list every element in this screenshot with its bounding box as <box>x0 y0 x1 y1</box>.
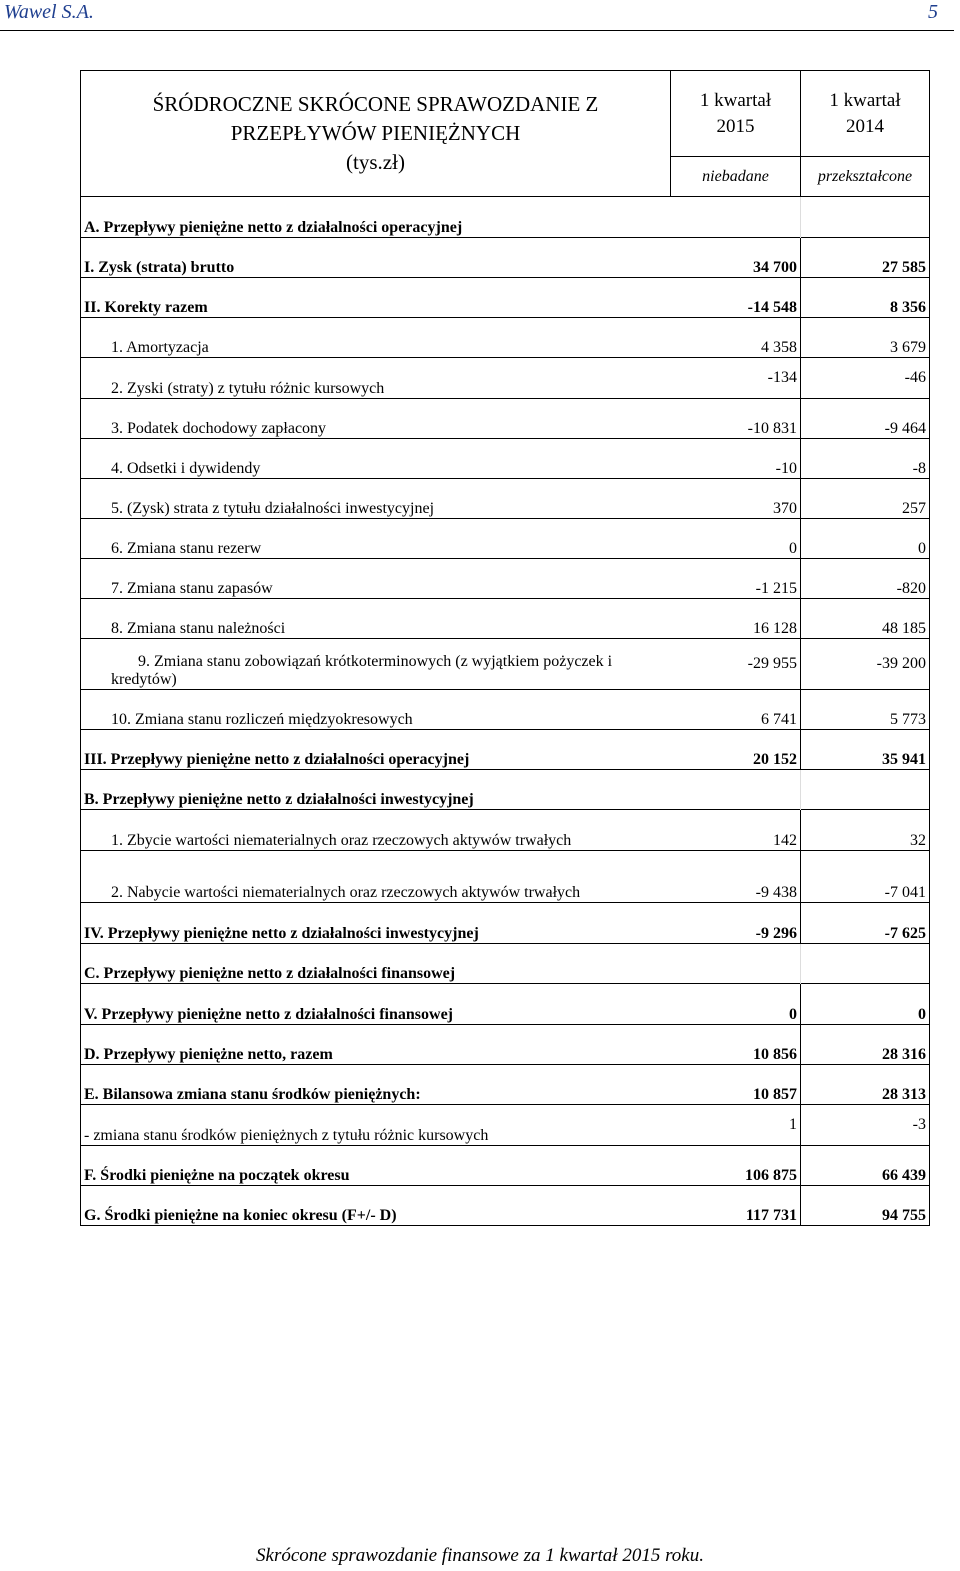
table-row <box>81 1025 930 1065</box>
table-row <box>81 238 930 278</box>
title-line: (tys.zł) <box>346 150 405 174</box>
table-row <box>81 690 930 730</box>
value-2015 <box>671 944 801 984</box>
row-label: C. Przepływy pieniężne netto z działalności finansowej <box>81 944 671 984</box>
row-label: IV. Przepływy pieniężne netto z działalności inwestycyjnej <box>81 903 671 944</box>
row-label: 3. Podatek dochodowy zapłacony <box>81 399 671 439</box>
value-2015: -134 <box>671 358 801 399</box>
column-header-line: 2014 <box>846 115 884 137</box>
table-row <box>81 1146 930 1186</box>
table-row <box>81 1105 930 1146</box>
value-2015 <box>671 770 801 810</box>
table-row <box>81 358 930 399</box>
table-row <box>81 730 930 770</box>
column-sub-2014: przekształcone <box>801 157 930 197</box>
value-2015: -10 831 <box>671 399 801 439</box>
value-2015: 142 <box>671 810 801 851</box>
table-row <box>81 559 930 599</box>
value-2014: 48 185 <box>801 599 930 639</box>
row-label: III. Przepływy pieniężne netto z działalności operacyjnej <box>81 730 671 770</box>
value-2014: -46 <box>801 358 930 399</box>
row-label: II. Korekty razem <box>81 278 671 318</box>
cash-flow-table <box>80 70 930 1226</box>
value-2014 <box>801 197 930 238</box>
value-2014: 32 <box>801 810 930 851</box>
row-label: 1. Zbycie wartości niematerialnych oraz rzeczowych aktywów trwałych <box>81 810 671 851</box>
value-2014: 94 755 <box>801 1186 930 1226</box>
value-2014 <box>801 944 930 984</box>
value-2014: -7 041 <box>801 851 930 903</box>
value-2014: 27 585 <box>801 238 930 278</box>
value-2015: -9 438 <box>671 851 801 903</box>
column-header-line: 1 kwartał <box>699 89 772 111</box>
row-label: 2. Nabycie wartości niematerialnych oraz rzeczowych aktywów trwałych <box>81 851 671 903</box>
title-line: PRZEPŁYWÓW PIENIĘŻNYCH <box>230 121 521 145</box>
row-label: B. Przepływy pieniężne netto z działalności inwestycyjnej <box>81 770 671 810</box>
value-2014: 28 316 <box>801 1025 930 1065</box>
row-label: A. Przepływy pieniężne netto z działalności operacyjnej <box>81 197 671 238</box>
table-row <box>81 399 930 439</box>
row-label: 10. Zmiana stanu rozliczeń międzyokresowych <box>81 690 671 730</box>
value-2015: -9 296 <box>671 903 801 944</box>
value-2014: 8 356 <box>801 278 930 318</box>
table-row <box>81 439 930 479</box>
table-row <box>81 903 930 944</box>
row-label: E. Bilansowa zmiana stanu środków pieniężnych: <box>81 1065 671 1105</box>
row-label: D. Przepływy pieniężne netto, razem <box>81 1025 671 1065</box>
value-2015: 1 <box>671 1105 801 1146</box>
value-2015: -10 <box>671 439 801 479</box>
row-label: 9. Zmiana stanu zobowiązań krótkoterminowych (z wyjątkiem pożyczek i kredytów) <box>81 639 671 690</box>
value-2015: 0 <box>671 519 801 559</box>
table-row <box>81 984 930 1025</box>
row-label: V. Przepływy pieniężne netto z działalności finansowej <box>81 984 671 1025</box>
value-2014: 35 941 <box>801 730 930 770</box>
value-2015: -29 955 <box>671 639 801 690</box>
value-2015: 10 856 <box>671 1025 801 1065</box>
table-row <box>81 1186 930 1226</box>
row-label: 4. Odsetki i dywidendy <box>81 439 671 479</box>
table-row <box>81 639 930 690</box>
table-row <box>81 770 930 810</box>
row-label: - zmiana stanu środków pieniężnych z tytułu różnic kursowych <box>81 1105 671 1146</box>
row-label: 8. Zmiana stanu należności <box>81 599 671 639</box>
value-2014: -39 200 <box>801 639 930 690</box>
value-2015: 117 731 <box>671 1186 801 1226</box>
table-row <box>81 278 930 318</box>
column-header-2015 <box>671 71 801 157</box>
column-sub-2015: niebadane <box>671 157 801 197</box>
value-2014: -7 625 <box>801 903 930 944</box>
row-label: 1. Amortyzacja <box>81 318 671 358</box>
table-row <box>81 851 930 903</box>
value-2014: 28 313 <box>801 1065 930 1105</box>
value-2014: -8 <box>801 439 930 479</box>
value-2015: 0 <box>671 984 801 1025</box>
row-label: 2. Zyski (straty) z tytułu różnic kursowych <box>81 358 671 399</box>
page-footer: Skrócone sprawozdanie finansowe za 1 kwartał 2015 roku. <box>256 1545 704 1566</box>
title-line: ŚRÓDROCZNE SKRÓCONE SPRAWOZDANIE Z <box>152 92 599 116</box>
value-2014: 3 679 <box>801 318 930 358</box>
value-2015: 20 152 <box>671 730 801 770</box>
row-label: 5. (Zysk) strata z tytułu działalności inwestycyjnej <box>81 479 671 519</box>
table-row <box>81 599 930 639</box>
value-2014 <box>801 770 930 810</box>
page-number: 5 <box>928 1 938 23</box>
value-2015: 6 741 <box>671 690 801 730</box>
column-header-line: 1 kwartał <box>829 89 901 111</box>
value-2015 <box>671 197 801 238</box>
value-2015: -14 548 <box>671 278 801 318</box>
value-2015: 370 <box>671 479 801 519</box>
row-label: I. Zysk (strata) brutto <box>81 238 671 278</box>
company-name: Wawel S.A. <box>4 1 94 23</box>
row-label: F. Środki pieniężne na początek okresu <box>81 1146 671 1186</box>
table-header-row <box>81 71 930 157</box>
table-row <box>81 479 930 519</box>
table-row <box>81 519 930 559</box>
value-2014: -9 464 <box>801 399 930 439</box>
value-2014: 257 <box>801 479 930 519</box>
value-2014: 5 773 <box>801 690 930 730</box>
table-row <box>81 1065 930 1105</box>
value-2014: -820 <box>801 559 930 599</box>
statement-title <box>81 71 671 197</box>
value-2015: 10 857 <box>671 1065 801 1105</box>
value-2015: 106 875 <box>671 1146 801 1186</box>
value-2015: 4 358 <box>671 318 801 358</box>
value-2015: 34 700 <box>671 238 801 278</box>
table-row <box>81 944 930 984</box>
page-header <box>0 0 954 31</box>
value-2014: 0 <box>801 519 930 559</box>
table-row <box>81 197 930 238</box>
column-header-line: 2015 <box>716 115 755 137</box>
row-label: 7. Zmiana stanu zapasów <box>81 559 671 599</box>
column-header-2014 <box>801 71 930 157</box>
table-row <box>81 810 930 851</box>
value-2015: -1 215 <box>671 559 801 599</box>
row-label: G. Środki pieniężne na koniec okresu (F+/- D) <box>81 1186 671 1226</box>
table-row <box>81 318 930 358</box>
row-label: 6. Zmiana stanu rezerw <box>81 519 671 559</box>
value-2014: 66 439 <box>801 1146 930 1186</box>
value-2015: 16 128 <box>671 599 801 639</box>
value-2014: -3 <box>801 1105 930 1146</box>
value-2014: 0 <box>801 984 930 1025</box>
